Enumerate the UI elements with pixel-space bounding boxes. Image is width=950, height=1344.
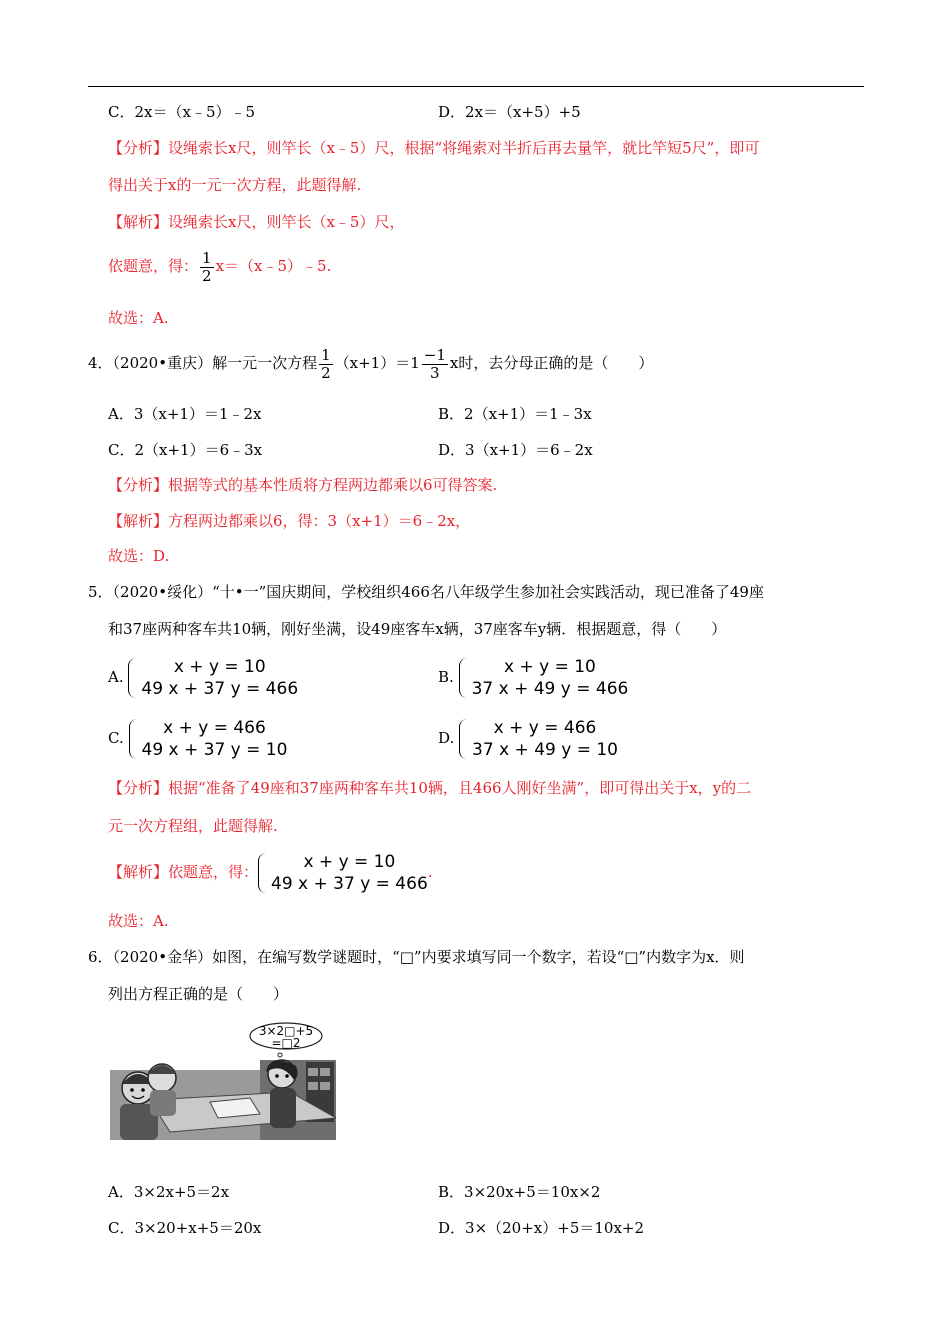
- q3-analysis-line2: 得出关于x的一元一次方程，此题得解.: [108, 176, 362, 194]
- equation: x + y = 10: [173, 657, 266, 677]
- q5-option-b: [438, 654, 628, 700]
- q5-stem-line2: 和37座两种客车共10辆，刚好坐满，设49座客车x辆，37座客车y辆．根据题意，得（ ）: [108, 620, 727, 638]
- bubble-text-line2: =□2: [271, 1036, 301, 1050]
- fraction-numerator: −1: [423, 345, 446, 364]
- q3-solution-rest: x＝（x﹣5）﹣5.: [215, 257, 332, 275]
- equation: 49 x + 37 y = 466: [141, 679, 299, 699]
- equation: 49 x + 37 y = 10: [141, 740, 288, 760]
- q6-stem-line2: 列出方程正确的是（ ）: [108, 985, 289, 1003]
- bubble-text-line1: 3×2□+5: [258, 1024, 314, 1038]
- q6-option-a: A．3×2x+5＝2x: [108, 1183, 230, 1201]
- q4-stem: [88, 343, 653, 383]
- equation-system: [459, 656, 629, 700]
- equation: 37 x + 49 y = 466: [471, 679, 629, 699]
- equation: 37 x + 49 y = 10: [472, 740, 618, 760]
- q4-option-d: D．3（x+1）＝6﹣2x: [438, 441, 593, 459]
- left-brace: [459, 658, 468, 698]
- q3-solution-line2: [108, 246, 331, 286]
- equation: 49 x + 37 y = 466: [271, 874, 428, 894]
- q6-stem-line1: 6．（2020•金华）如图，在编写数学谜题时，“□”内要求填写同一个数字，若设“□”内数字为x．则: [88, 948, 745, 966]
- left-brace: [258, 853, 267, 893]
- equation: x + y = 10: [504, 657, 596, 677]
- q3-answer: 故选：A.: [108, 309, 169, 327]
- q4-fraction-2: [422, 347, 448, 382]
- q5-solution: [108, 849, 433, 895]
- equation-system: [128, 656, 298, 700]
- header-rule: [88, 86, 864, 87]
- q5-analysis-line1: 【分析】根据“准备了49座和37座两种客车共10辆，且466人刚好坐满”，即可得出关于x，y的二: [108, 779, 752, 797]
- q6-option-d: D．3×（20+x）+5＝10x+2: [438, 1219, 645, 1237]
- left-brace: [128, 658, 137, 698]
- equation: x + y = 466: [493, 718, 597, 738]
- fraction-denominator: 2: [321, 363, 331, 382]
- equation: x + y = 10: [303, 852, 396, 872]
- q3-option-d: D．2x＝（x+5）+5: [438, 103, 581, 121]
- equation-system: [129, 717, 288, 761]
- option-label: D.: [438, 729, 455, 747]
- q4-solution: 【解析】方程两边都乘以6，得：3（x+1）＝6﹣2x，: [108, 512, 471, 530]
- q6-option-b: B．3×20x+5＝10x×2: [438, 1183, 601, 1201]
- q4-fraction-1: [319, 347, 333, 382]
- q4-analysis: 【分析】根据等式的基本性质将方程两边都乘以6可得答案.: [108, 476, 498, 494]
- q4-answer: 故选：D.: [108, 547, 170, 565]
- equation-system: [258, 851, 428, 895]
- equation-system: [459, 717, 618, 761]
- q5-solution-prefix: 【解析】依题意，得：: [108, 863, 259, 881]
- q4-stem-b: （x+1）＝1: [334, 354, 420, 372]
- q3-analysis-line1: 【分析】设绳索长x尺，则竿长（x﹣5）尺，根据“将绳索对半折后再去量竿，就比竿短5尺”，即可: [108, 139, 760, 157]
- q5-answer: 故选：A.: [108, 912, 169, 930]
- fraction-numerator: 1: [202, 248, 212, 267]
- q4-option-b: B．2（x+1）＝1﹣3x: [438, 405, 592, 423]
- option-label: B.: [438, 668, 454, 686]
- fraction-numerator: 1: [321, 345, 331, 364]
- q3-solution-fraction: [200, 250, 214, 285]
- q5-solution-suffix: .: [427, 863, 433, 881]
- option-label: C.: [108, 729, 124, 747]
- q3-option-c: C．2x＝（x﹣5）﹣5: [108, 103, 256, 121]
- left-brace: [129, 719, 138, 759]
- q6-option-c: C．3×20+x+5＝20x: [108, 1219, 262, 1237]
- equation: x + y = 466: [163, 718, 266, 738]
- q4-option-a: A．3（x+1）＝1﹣2x: [108, 405, 262, 423]
- q3-solution-line1: 【解析】设绳索长x尺，则竿长（x﹣5）尺，: [108, 213, 405, 231]
- fraction-denominator: 2: [202, 266, 212, 285]
- q4-stem-a: 4．（2020•重庆）解一元一次方程: [88, 354, 318, 372]
- option-label: A.: [108, 668, 124, 686]
- q5-analysis-line2: 元一次方程组，此题得解.: [108, 817, 278, 835]
- q5-stem-line1: 5．（2020•绥化）“十•一”国庆期间，学校组织466名八年级学生参加社会实践活动，现已准备了49座: [88, 583, 764, 601]
- classroom-illustration: [110, 1022, 336, 1140]
- left-brace: [459, 719, 468, 759]
- q5-option-c: [108, 715, 287, 761]
- q4-option-c: C．2（x+1）＝6﹣3x: [108, 441, 263, 459]
- q4-stem-c: x时，去分母正确的是（ ）: [449, 354, 654, 372]
- fraction-denominator: 3: [430, 363, 440, 382]
- q5-option-a: [108, 654, 298, 700]
- q3-solution-prefix: 依题意，得：: [108, 257, 199, 275]
- q5-option-d: [438, 715, 618, 761]
